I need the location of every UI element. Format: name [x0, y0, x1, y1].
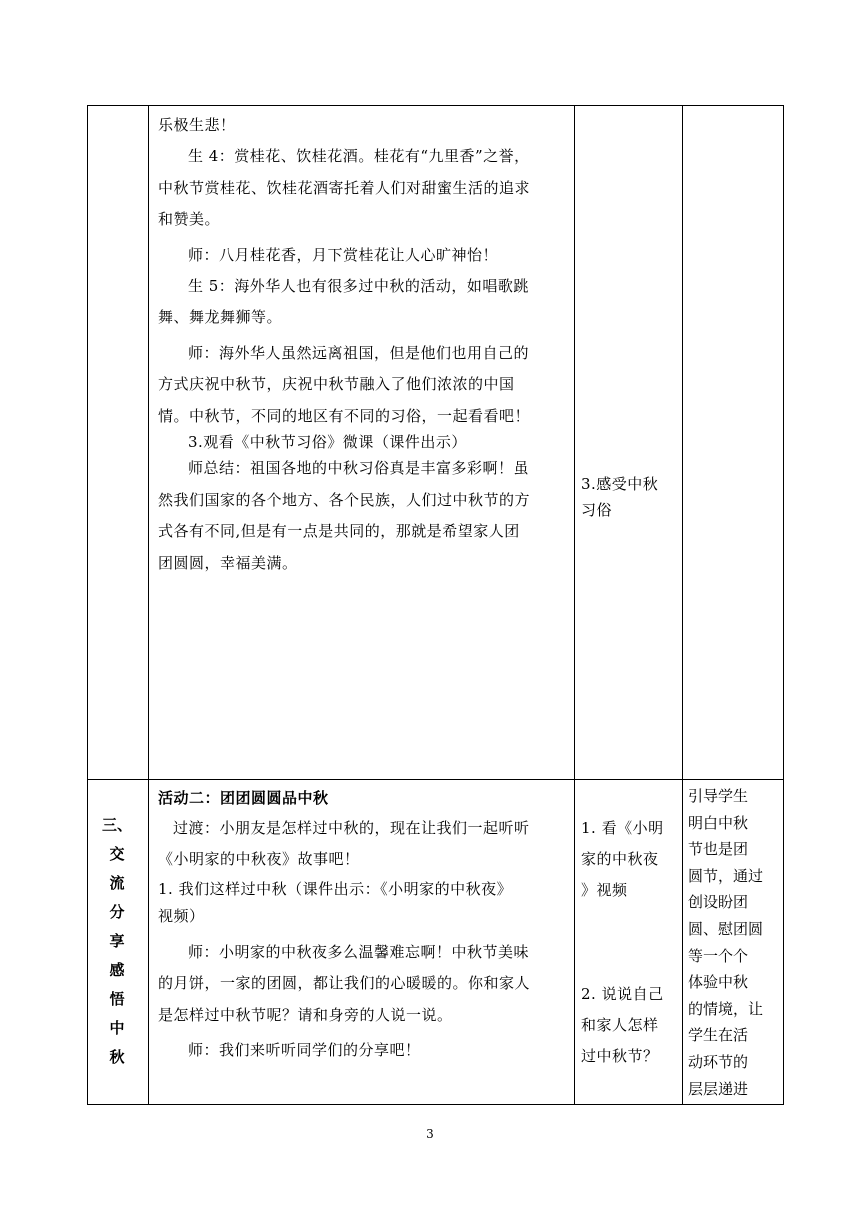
content-line: 的月饼，一家的团圆，都让我们的心暖暖的。你和家人 — [158, 974, 531, 993]
intent-line: 学生在活 — [688, 1026, 749, 1045]
page-number: 3 — [426, 1127, 434, 1141]
stage-char: 享 — [109, 932, 125, 950]
intent-line: 节也是团 — [688, 840, 749, 859]
activity-line: 1. 看《小明 — [581, 819, 664, 837]
content-line: 方式庆祝中秋节，庆祝中秋节融入了他们浓浓的中国 — [158, 375, 515, 394]
intent-line: 创设盼团 — [688, 893, 749, 912]
content-line: 视频） — [158, 906, 205, 925]
stage-title — [87, 811, 147, 1072]
top-teacher-content — [158, 112, 570, 576]
content-line: 生 5：海外华人也有很多过中秋的活动，如唱歌跳 — [188, 277, 529, 296]
content-line: 生 4：赏桂花、饮桂花酒。桂花有“九里香”之誉， — [188, 147, 530, 166]
activity-line: 习俗 — [581, 501, 613, 520]
top-student-activity — [581, 471, 679, 524]
stage-char: 感 — [109, 961, 125, 979]
content-line: 师：海外华人虽然远离祖国，但是他们也用自己的 — [188, 343, 530, 362]
intent-line: 明白中秋 — [688, 813, 749, 832]
bottom-student-activity-1 — [581, 813, 679, 906]
activity-line: 和家人怎样 — [581, 1016, 659, 1034]
activity-line: 》视频 — [581, 881, 628, 899]
content-line: 《小明家的中秋夜》故事吧！ — [158, 849, 360, 868]
stage-char: 中 — [109, 1019, 125, 1037]
content-line: 然我们国家的各个地方、各个民族，人们过中秋节的方 — [158, 490, 531, 509]
stage-char: 秋 — [109, 1048, 125, 1066]
lesson-plan-table — [87, 105, 784, 1105]
content-line: 是怎样过中秋节呢？请和身旁的人说一说。 — [158, 1005, 453, 1024]
content-line: 舞、舞龙舞狮等。 — [158, 308, 283, 327]
column-divider-1 — [148, 105, 149, 1105]
intent-line: 圆节，通过 — [688, 866, 764, 885]
content-line: 1. 我们这样过中秋（课件出示：《小明家的中秋夜》 — [158, 880, 513, 899]
design-intent — [688, 783, 782, 1102]
content-line: 3.观看《中秋节习俗》微课（课件出示） — [188, 433, 467, 452]
section-divider — [87, 779, 784, 780]
activity-title: 活动二：团团圆圆品中秋 — [158, 789, 329, 807]
stage-char: 流 — [109, 874, 125, 892]
content-line: 和赞美。 — [158, 210, 221, 229]
activity-line: 3.感受中秋 — [581, 475, 659, 493]
activity-line: 2. 说说自己 — [581, 985, 664, 1003]
content-line: 师：我们来听听同学们的分享吧！ — [188, 1041, 421, 1060]
activity-line: 过中秋节？ — [581, 1047, 659, 1065]
content-line: 过渡：小朋友是怎样过中秋的，现在让我们一起听听 — [173, 819, 530, 838]
table-right-border — [783, 105, 784, 1105]
content-line: 情。中秋节，不同的地区有不同的习俗，一起看看吧！ — [158, 406, 531, 425]
intent-line: 动环节的 — [688, 1052, 749, 1071]
content-line: 乐极生悲！ — [158, 116, 236, 134]
stage-char: 三、 — [101, 816, 132, 834]
stage-char: 分 — [109, 903, 125, 921]
content-line: 团圆圆，幸福美满。 — [158, 553, 298, 572]
content-line: 师：小明家的中秋夜多么温馨难忘啊！中秋节美味 — [188, 943, 530, 962]
bottom-teacher-content — [158, 785, 570, 1064]
content-line: 师总结：祖国各地的中秋习俗真是丰富多彩啊！虽 — [188, 459, 530, 478]
content-line: 式各有不同,但是有一点是共同的，那就是希望家人团 — [158, 522, 520, 541]
content-line: 中秋节赏桂花、饮桂花酒寄托着人们对甜蜜生活的追求 — [158, 178, 531, 197]
content-line: 师：八月桂花香，月下赏桂花让人心旷神怡！ — [188, 245, 499, 264]
bottom-student-activity-2 — [581, 979, 679, 1072]
intent-line: 的情境，让 — [688, 999, 764, 1018]
intent-line: 圆、慰团圆 — [688, 919, 764, 938]
intent-line: 层层递进 — [688, 1079, 749, 1098]
column-divider-3 — [682, 105, 683, 1105]
intent-line: 体验中秋 — [688, 973, 749, 992]
column-divider-2 — [574, 105, 575, 1105]
table-top-border — [87, 105, 784, 106]
table-bottom-border — [87, 1104, 784, 1105]
stage-char: 交 — [109, 845, 125, 863]
intent-line: 等一个个 — [688, 946, 749, 965]
stage-char: 悟 — [109, 990, 125, 1008]
intent-line: 引导学生 — [688, 787, 749, 805]
activity-line: 家的中秋夜 — [581, 850, 659, 868]
